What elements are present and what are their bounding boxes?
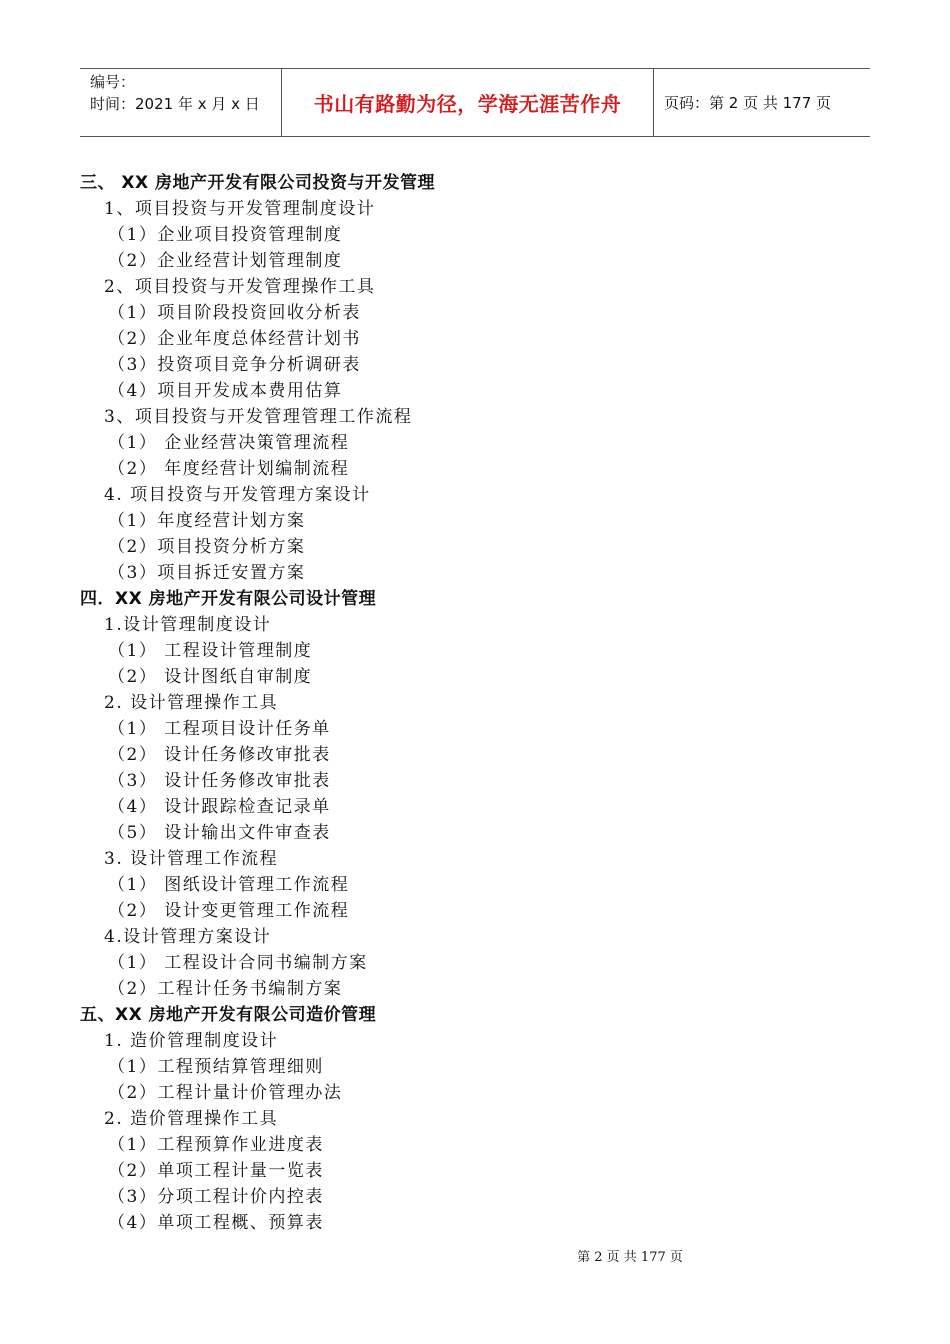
list-item: （1） 工程设计管理制度 [108, 641, 313, 661]
list-item: （2） 年度经营计划编制流程 [108, 459, 350, 479]
subsection-item: 4. 项目投资与开发管理方案设计 [104, 485, 371, 505]
list-item: （2）企业年度总体经营计划书 [108, 329, 361, 349]
subsection-item: 2. 设计管理操作工具 [104, 693, 279, 713]
list-item: （1） 工程项目设计任务单 [108, 719, 331, 739]
subsection-item: 1.设计管理制度设计 [104, 615, 272, 635]
list-item: （2）工程计量计价管理办法 [108, 1083, 343, 1103]
list-item: （2）工程计任务书编制方案 [108, 979, 343, 999]
date-label: 时间：2021 年 x 月 x 日 [90, 95, 260, 113]
section-heading: 三、 XX 房地产开发有限公司投资与开发管理 [80, 173, 436, 193]
list-item: （2） 设计变更管理工作流程 [108, 901, 350, 921]
list-item: （1）企业项目投资管理制度 [108, 225, 343, 245]
number-label: 编号： [90, 73, 136, 91]
list-item: （4）项目开发成本费用估算 [108, 381, 343, 401]
section-heading: 五、XX 房地产开发有限公司造价管理 [80, 1005, 377, 1025]
list-item: （1） 工程设计合同书编制方案 [108, 953, 368, 973]
list-item: （1）工程预结算管理细则 [108, 1057, 324, 1077]
list-item: （4） 设计跟踪检查记录单 [108, 797, 331, 817]
list-item: （1） 企业经营决策管理流程 [108, 433, 350, 453]
list-item: （5） 设计输出文件审查表 [108, 823, 331, 843]
subsection-item: 3. 设计管理工作流程 [104, 849, 279, 869]
list-item: （2）单项工程计量一览表 [108, 1161, 324, 1181]
list-item: （3）项目拆迁安置方案 [108, 563, 306, 583]
subsection-item: 2、项目投资与开发管理操作工具 [104, 277, 376, 297]
list-item: （1）工程预算作业进度表 [108, 1135, 324, 1155]
list-item: （1）年度经营计划方案 [108, 511, 306, 531]
document-body [80, 170, 870, 1236]
header-meta [80, 69, 282, 136]
header-page-info: 页码：第 2 页 共 177 页 [664, 94, 832, 112]
list-item: （3） 设计任务修改审批表 [108, 771, 331, 791]
list-item: （2）项目投资分析方案 [108, 537, 306, 557]
list-item: （4）单项工程概、预算表 [108, 1213, 324, 1233]
list-item: （1） 图纸设计管理工作流程 [108, 875, 350, 895]
section-heading: 四．XX 房地产开发有限公司设计管理 [80, 589, 377, 609]
list-item: （2） 设计图纸自审制度 [108, 667, 313, 687]
page-footer: 第 2 页 共 177 页 [577, 1250, 683, 1265]
list-item: （2）企业经营计划管理制度 [108, 251, 343, 271]
subsection-item: 2. 造价管理操作工具 [104, 1109, 279, 1129]
page-header [80, 68, 870, 137]
list-item: （3）分项工程计价内控表 [108, 1187, 324, 1207]
header-motto: 书山有路勤为径，学海无涯苦作舟 [282, 69, 654, 136]
list-item: （2） 设计任务修改审批表 [108, 745, 331, 765]
list-item: （3）投资项目竞争分析调研表 [108, 355, 361, 375]
subsection-item: 1. 造价管理制度设计 [104, 1031, 279, 1051]
list-item: （1）项目阶段投资回收分析表 [108, 303, 361, 323]
subsection-item: 4.设计管理方案设计 [104, 927, 272, 947]
subsection-item: 1、项目投资与开发管理制度设计 [104, 199, 376, 219]
subsection-item: 3、项目投资与开发管理管理工作流程 [104, 407, 413, 427]
